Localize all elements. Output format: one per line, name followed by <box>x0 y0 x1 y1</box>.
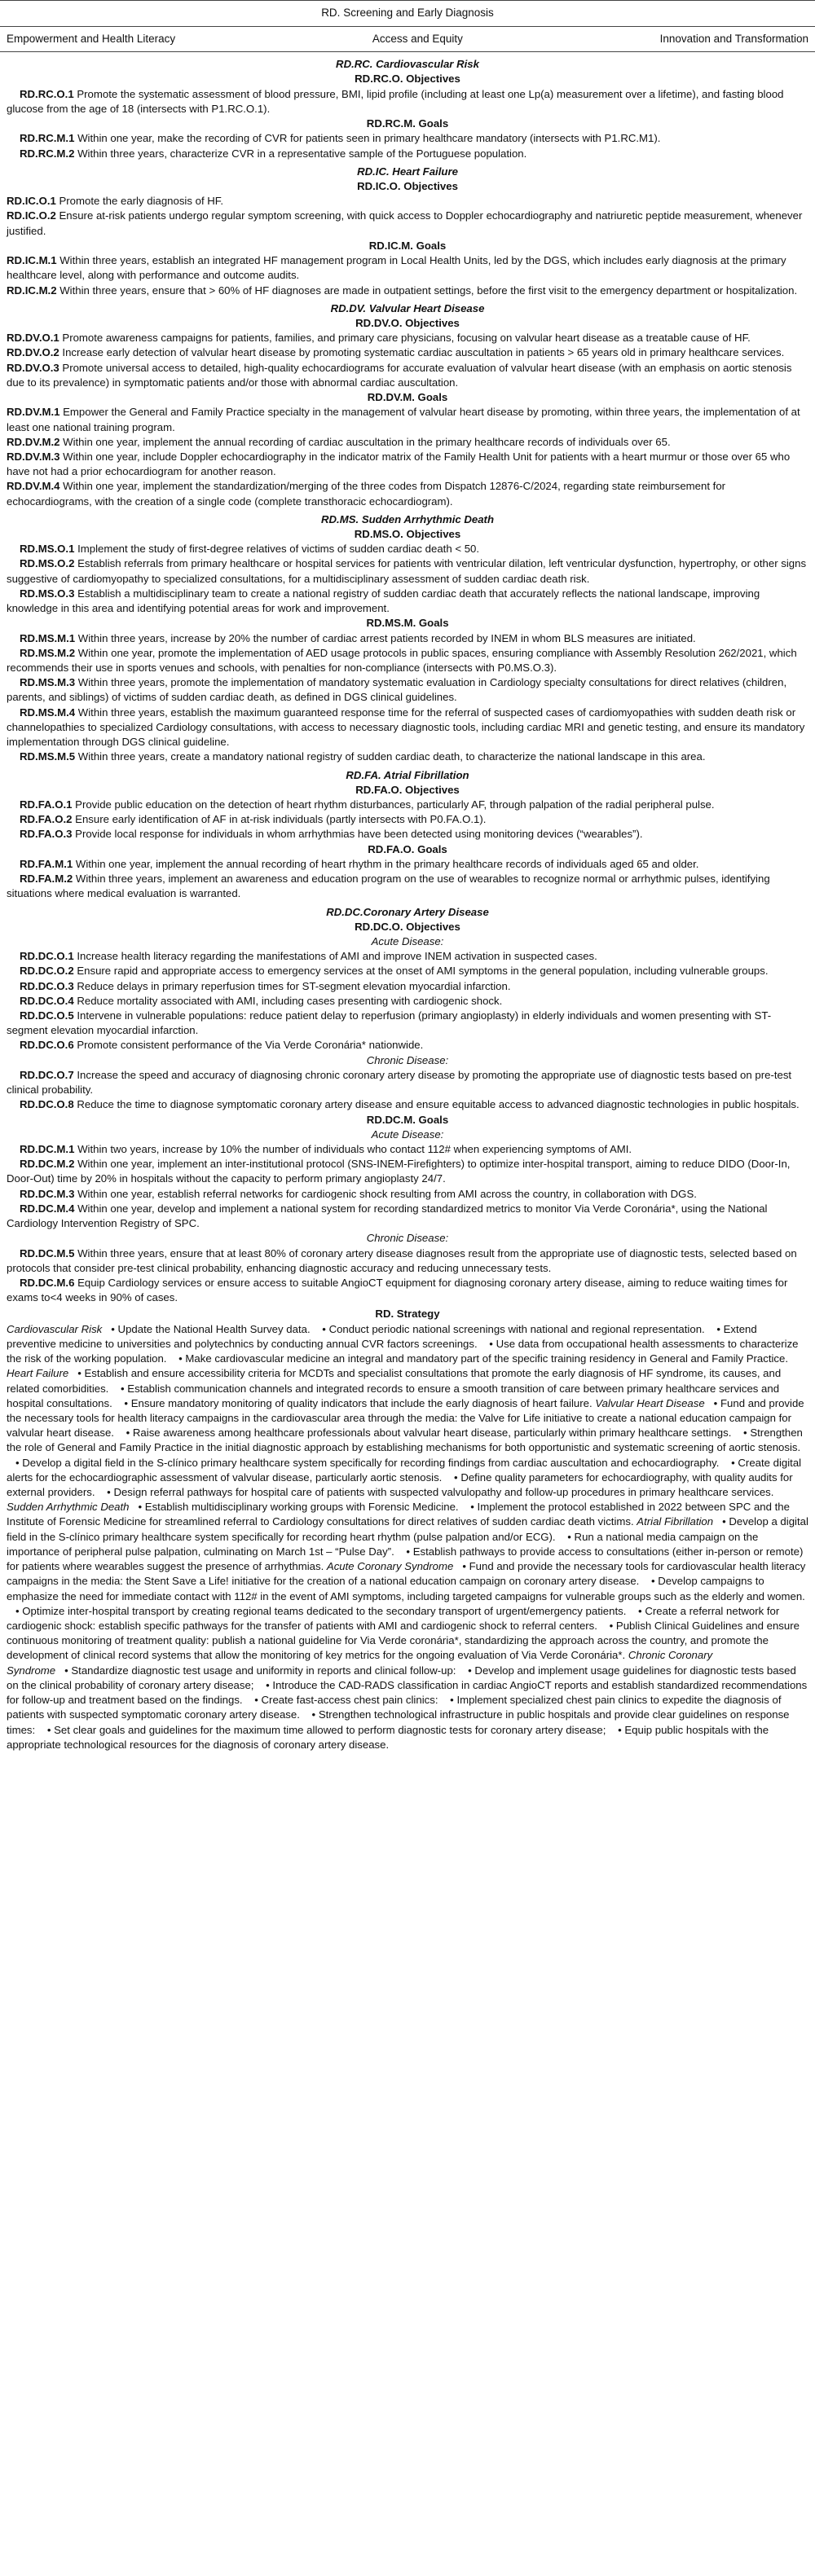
list-item <box>7 1068 808 1097</box>
section-heading: RD.DV. Valvular Heart Disease <box>330 301 485 314</box>
pillar-label: Access and Equity <box>372 32 463 45</box>
item-code: RD.DV.O.3 <box>7 361 59 374</box>
item-code: RD.RC.O.1 <box>20 87 74 100</box>
item-code: RD.DC.O.1 <box>20 950 74 963</box>
strategy-bullet: • Equip public hospitals with the appropriate technological resources for the diagnosis of coronary artery disease. <box>7 1724 769 1751</box>
strategy-bullet: • Conduct periodic national screenings with national and regional representation. <box>313 1323 704 1335</box>
item-code: RD.MS.M.2 <box>20 646 76 659</box>
item-text: Increase early detection of valvular heart disease by promoting systematic cardiac auscultation in patients > 65 years old in primary healthcare services. <box>59 346 785 359</box>
strategy-bullet: • Strengthen technological infrastructure in public hospitals and provide clear guidelines on response times: <box>7 1708 790 1735</box>
item-code: RD.DC.O.3 <box>20 979 74 992</box>
list-item <box>7 450 808 479</box>
section-heading: RD.RC. Cardiovascular Risk <box>336 58 479 71</box>
strategy-bullet: • Define quality parameters for echocardiography, with quality audits for external providers. <box>7 1471 793 1498</box>
item-text: Within three years, implement an awareness and education program on the use of wearables to recognize normal or arrhythmic pulses, identifying situations where medical evaluation is warranted. <box>7 873 770 900</box>
item-text: Establish a multidisciplinary team to create a national registry of sudden cardiac death that accurately reflects the national landscape, improving knowledge in this area and identifying potential areas for work and improvement. <box>7 587 760 615</box>
item-text: Intervene in vulnerable populations: reduce patient delay to reperfusion (primary angioplasty) in elderly individuals and women presenting with ST-segment elevation myocardial infarction. <box>7 1009 772 1037</box>
item-text: Within one year, implement the annual recording of heart rhythm in the primary healthcare records of individuals aged 65 and older. <box>73 857 699 870</box>
category-label: Acute Disease: <box>371 1128 444 1141</box>
item-code: RD.MS.M.3 <box>20 676 76 689</box>
item-code: RD.DC.O.5 <box>20 1009 74 1022</box>
list-item <box>7 979 808 994</box>
strategy-heading: RD. Strategy <box>375 1308 440 1321</box>
item-code: RD.DC.O.7 <box>20 1068 74 1081</box>
strategy-bullet: • Update the National Health Survey data. <box>102 1323 310 1335</box>
list-item <box>7 435 808 450</box>
item-text: Within three years, promote the implementation of mandatory systematic evaluation in Cardiology specialty consultations for direct relatives (children, parents, and siblings) of victims of sudden cardiac death, as defined in DGS clinical guidelines. <box>7 676 787 704</box>
list-item <box>7 345 808 360</box>
list-item <box>7 194 808 209</box>
strategy-bullet: • Implement the protocol established in 2022 between SPC and the Institute of Forensic Medicine for streamlined referral to Cardiology consultations for direct relatives of sudden cardiac death victims. <box>7 1501 790 1528</box>
page-title: RD. Screening and Early Diagnosis <box>0 0 815 27</box>
strategy-category: Chronic Coronary Syndrome <box>7 1649 713 1677</box>
item-text: Within three years, ensure that at least 80% of coronary artery disease diagnoses result from the appropriate use of diagnostic tests, selected based on protocols that consider pre-test clinical probability, enhancing diagnostic accuracy and reducing unnecessary tests. <box>7 1246 797 1274</box>
item-text: Equip Cardiology services or ensure access to suitable AngioCT equipment for diagnosing coronary artery disease, aiming to reduce waiting times for exams to<4 weeks in 90% of cases. <box>7 1276 788 1304</box>
list-item <box>7 147 808 161</box>
list-item <box>7 949 808 964</box>
item-text: Promote consistent performance of the Via Verde Coronária* nationwide. <box>73 1039 424 1052</box>
item-text: Within three years, characterize CVR in a representative sample of the Portuguese population. <box>74 147 527 160</box>
item-text: Within one year, make the recording of CVR for patients seen in primary healthcare mandatory (intersects with P1.RC.M1). <box>74 132 661 145</box>
strategy-category: Heart Failure <box>7 1367 69 1380</box>
list-item <box>7 284 808 298</box>
strategy-bullet: • Develop a digital field in the S-clínico primary healthcare system specifically for recording findings from cardiac auscultation and echocardiography. <box>7 1457 719 1469</box>
category-label: Chronic Disease: <box>366 1232 449 1245</box>
strategy-bullet: • Standardize diagnostic test usage and uniformity in reports and clinical follow-up: <box>55 1664 456 1677</box>
strategy-bullet: • Raise awareness among healthcare professionals about valvular heart disease, particularly within primary healthcare settings. <box>117 1426 732 1439</box>
item-text: Within three years, ensure that > 60% of HF diagnoses are made in outpatient settings, before the first visit to the emergency department or hospitalization. <box>56 284 798 297</box>
item-code: RD.FA.M.1 <box>20 857 73 870</box>
item-code: RD.IC.O.1 <box>7 195 56 208</box>
list-item <box>7 857 808 872</box>
document-body <box>0 52 815 1752</box>
strategy-bullet: • Develop a digital field in the S-clínico primary healthcare system specifically for recording heart rhythm (pulse palpation and/or ECG). <box>7 1515 808 1542</box>
list-item <box>7 1157 808 1186</box>
subsection-heading: RD.MS.O. Objectives <box>354 528 461 541</box>
item-code: RD.DC.O.4 <box>20 994 74 1007</box>
subsection-heading: RD.DC.O. Objectives <box>355 920 460 933</box>
list-item <box>7 994 808 1009</box>
item-code: RD.MS.M.4 <box>20 706 76 719</box>
item-code: RD.IC.M.2 <box>7 284 57 297</box>
item-code: RD.FA.O.1 <box>20 798 73 811</box>
strategy-bullet: • Establish communication channels and integrated records to ensure a smooth transition of care between primary healthcare services and hospital consultations. <box>7 1383 779 1409</box>
item-text: Promote universal access to detailed, high-quality echocardiograms for accurate evaluation of valvular heart disease (with an emphasis on aortic stenosis due to its prevalence) in symptomatic patients and/or those with abnormal cardiac auscultation. <box>7 361 792 389</box>
strategy-bullet: • Develop and implement usage guidelines for diagnostic tests based on the clinical probability of coronary artery disease; <box>7 1664 796 1691</box>
list-item <box>7 827 808 842</box>
item-text: Promote the early diagnosis of HF. <box>55 195 224 208</box>
item-text: Ensure at-risk patients undergo regular symptom screening, with quick access to Doppler echocardiography and natriuretic peptide measurement, whenever justified. <box>7 209 803 237</box>
item-code: RD.DV.M.4 <box>7 480 60 493</box>
item-code: RD.IC.M.1 <box>7 254 57 267</box>
item-text: Ensure rapid and appropriate access to emergency services at the onset of AMI symptoms in the general population, including vulnerable groups. <box>73 965 769 978</box>
item-code: RD.DC.M.4 <box>20 1202 75 1215</box>
item-code: RD.FA.M.2 <box>20 873 73 886</box>
section-heading: RD.IC. Heart Failure <box>357 165 458 178</box>
list-item <box>7 542 808 556</box>
list-item <box>7 1009 808 1038</box>
pillar-label: Innovation and Transformation <box>659 32 808 45</box>
item-code: RD.MS.O.2 <box>20 557 75 570</box>
item-text: Within one year, establish referral networks for cardiogenic shock resulting from AMI across the country, in collaboration with DGS. <box>74 1187 697 1200</box>
item-code: RD.DV.M.2 <box>7 435 60 448</box>
list-item <box>7 131 808 146</box>
list-item <box>7 1202 808 1231</box>
strategy-bullet: • Fund and provide the necessary tools for health literacy campaigns in the cardiovascular area through the media: the Valve for Life initiative to create a national education campaign for valvular heart disease. <box>7 1397 804 1439</box>
strategy-bullet: • Extend preventive medicine to universities and polytechnics by conducting annual CVR factors screenings. <box>7 1323 757 1350</box>
subsection-heading: RD.RC.O. Objectives <box>355 73 460 86</box>
list-item <box>7 1246 808 1276</box>
item-code: RD.DV.O.2 <box>7 346 59 359</box>
strategy-bullet: • Introduce the CAD-RADS classification in cardiac AngioCT reports and establish standardized recommendations for follow-up and treatment based on the findings. <box>7 1679 807 1706</box>
item-text: Within two years, increase by 10% the number of individuals who contact 112# when experiencing symptoms of AMI. <box>74 1143 632 1155</box>
item-text: Within one year, develop and implement a national system for recording standardized metrics to monitor Via Verde Coronária*, using the National Cardiology Intervention Registry of SPC. <box>7 1202 768 1230</box>
item-code: RD.FA.O.3 <box>20 828 73 841</box>
subsection-heading: RD.DC.M. Goals <box>366 1113 449 1126</box>
list-item <box>7 405 808 434</box>
strategy-bullet: • Develop campaigns to emphasize the need for immediate contact with 112# in the event of AMI symptoms, including targeted campaigns for vulnerable groups such as the elderly and women. <box>7 1575 805 1602</box>
item-code: RD.DC.O.6 <box>20 1039 74 1052</box>
strategy-bullet: • Use data from occupational health assessments to characterize the risk of the working population. <box>7 1338 799 1365</box>
strategy-bullet: • Optimize inter-hospital transport by creating regional teams dedicated to the secondary transport of urgent/emergency patients. <box>7 1605 626 1617</box>
pillar-label: Empowerment and Health Literacy <box>7 32 176 45</box>
item-text: Increase the speed and accuracy of diagnosing chronic coronary artery disease by promoting the appropriate use of diagnostic tests based on pre-test clinical probability. <box>7 1068 792 1097</box>
strategy-bullet: • Establish and ensure accessibility criteria for MCDTs and specialist consultations that promote the early diagnosis of HF syndrome, its causes, and related comorbidities. <box>7 1367 781 1394</box>
item-text: Reduce delays in primary reperfusion times for ST-segment elevation myocardial infarction. <box>73 979 511 992</box>
item-code: RD.RC.M.1 <box>20 132 75 145</box>
item-text: Within one year, include Doppler echocardiography in the indicator matrix of the Family Health Unit for patients with a heart murmur or those over 65 who have not had a prior echocardiogram for another reason. <box>7 450 791 478</box>
item-code: RD.MS.O.3 <box>20 587 75 600</box>
strategy-paragraph <box>7 1322 808 1752</box>
list-item <box>7 1187 808 1202</box>
item-code: RD.DC.M.5 <box>20 1246 75 1259</box>
strategy-category: Sudden Arrhythmic Death <box>7 1501 130 1514</box>
item-code: RD.RC.M.2 <box>20 147 75 160</box>
item-text: Reduce the time to diagnose symptomatic coronary artery disease and ensure equitable access to advanced diagnostic technologies in public hospitals. <box>73 1098 800 1111</box>
item-text: Implement the study of first-degree relatives of victims of sudden cardiac death < 50. <box>74 543 480 556</box>
subsection-heading: RD.IC.O. Objectives <box>357 180 458 192</box>
strategy-bullet: • Run a national media campaign on the importance of peripheral pulse palpation, culminating on March 1st – “Pulse Day”. <box>7 1531 758 1558</box>
list-item <box>7 209 808 238</box>
subsection-heading: RD.MS.M. Goals <box>366 617 449 630</box>
item-text: Reduce mortality associated with AMI, including cases presenting with cardiogenic shock. <box>73 994 503 1007</box>
category-label: Chronic Disease: <box>366 1053 449 1066</box>
item-code: RD.DV.M.3 <box>7 450 60 463</box>
subsection-heading: RD.DV.O. Objectives <box>355 316 460 329</box>
pillars-row <box>0 27 815 53</box>
item-code: RD.DC.O.8 <box>20 1098 74 1111</box>
item-text: Within one year, promote the implementation of AED usage protocols in public spaces, ensuring compliance with Assembly Resolution 262/2021, which recommends their use in sports venues and schools, with penalties for non-compliance (intersects with P0.MS.O.3). <box>7 646 797 674</box>
list-item <box>7 872 808 901</box>
strategy-category: Atrial Fibrillation <box>637 1515 714 1528</box>
item-text: Empower the General and Family Practice specialty in the management of valvular heart disease by promoting, within three years, the implementation of at least one national training program. <box>7 406 800 433</box>
item-code: RD.IC.O.2 <box>7 209 56 222</box>
item-code: RD.DV.O.1 <box>7 332 59 345</box>
item-text: Provide local response for individuals in whom arrhythmias have been detected using monitoring devices (“wearables”). <box>72 828 643 841</box>
section-heading: RD.FA. Atrial Fibrillation <box>346 768 469 781</box>
item-text: Within three years, establish an integrated HF management program in Local Health Units, led by the DGS, which includes early diagnosis at the primary healthcare level, along with performance and outcome audits. <box>7 254 786 282</box>
list-item <box>7 1097 808 1112</box>
list-item <box>7 587 808 616</box>
item-text: Promote awareness campaigns for patients, families, and primary care physicians, focusing on valvular heart disease as a treatable cause of HF. <box>59 332 751 345</box>
item-text: Increase health literacy regarding the manifestations of AMI and improve INEM activation in suspected cases. <box>73 950 597 963</box>
strategy-bullet: • Ensure mandatory monitoring of quality indicators that include the early diagnosis of heart failure. <box>115 1397 592 1409</box>
section-heading: RD.MS. Sudden Arrhythmic Death <box>321 512 494 525</box>
item-text: Within one year, implement the annual recording of cardiac auscultation in the primary healthcare records of individuals over 65. <box>59 435 671 448</box>
strategy-bullet: • Create fast-access chest pain clinics: <box>245 1694 438 1706</box>
list-item <box>7 253 808 283</box>
list-item <box>7 361 808 390</box>
strategy-bullet: • Establish pathways to provide access to consultations (either in-person or remote) for patients where wearables suggest the presence of arrhythmias. <box>7 1545 803 1572</box>
item-text: Within three years, create a mandatory national registry of sudden cardiac death, to characterize the national landscape in this area. <box>75 750 706 763</box>
list-item <box>7 1142 808 1157</box>
subsection-heading: RD.FA.O. Goals <box>368 842 447 855</box>
item-text: Promote the systematic assessment of blood pressure, BMI, lipid profile (including at least one Lp(a) measurement over a lifetime), and fasting blood glucose from the age of 18 (intersects with P1.RC.O.1). <box>7 87 784 115</box>
item-text: Ensure early identification of AF in at-risk individuals (partly intersects with P0.FA.O.1). <box>72 813 487 826</box>
item-text: Within one year, implement an inter-institutional protocol (SNS-INEM-Firefighters) to optimize inter-hospital transport, aiming to reduce DIDO (Door-In, Door-Out) time by 20% in hospitals without the capacity to perform primary angioplasty 24/7. <box>7 1158 791 1185</box>
strategy-bullet: • Strengthen the role of General and Family Practice in the initial diagnostic approach by establishing mechanisms for both opportunistic and systematic screening of aortic stenosis. <box>7 1426 803 1453</box>
section-heading: RD.DC.Coronary Artery Disease <box>326 905 489 918</box>
list-item <box>7 750 808 764</box>
list-item <box>7 556 808 586</box>
item-text: Within three years, establish the maximum guaranteed response time for the referral of suspected cases of cardiomyopathies with sudden death risk or channelopathies to specialized Cardiology consultations, with access to necessary diagnostic tools, including cardiac MRI and genetic testing, and ensure its mandatory implementation through DGS clinical guideline. <box>7 706 805 749</box>
category-label: Acute Disease: <box>371 934 444 947</box>
list-item <box>7 706 808 750</box>
strategy-bullet: • Publish Clinical Guidelines and ensure continuous monitoring of treatment quality: publish a national guideline for Via Verde coronária*, standardizing the approach across the country, and promote the development of clinical record systems that allow the monitoring of key metrics for the ongoing evaluation of Via Verde Coronária*. <box>7 1620 800 1661</box>
list-item <box>7 331 808 345</box>
subsection-heading: RD.DV.M. Goals <box>367 391 448 404</box>
item-code: RD.DC.M.2 <box>20 1158 75 1171</box>
item-code: RD.DV.M.1 <box>7 406 60 419</box>
strategy-bullet: • Implement specialized chest pain clinics to expedite the diagnosis of patients with suspected symptomatic coronary artery disease. <box>7 1694 781 1721</box>
strategy-category: Cardiovascular Risk <box>7 1322 103 1335</box>
list-item <box>7 87 808 116</box>
strategy-bullet: • Fund and provide the necessary tools for cardiovascular health literacy campaigns in the media: the Stent Save a Life! initiative for the creation of a national education campaign on coronary artery disease. <box>7 1560 805 1587</box>
item-text: Within three years, increase by 20% the number of cardiac arrest patients recorded by INEM in whom BLS measures are initiated. <box>75 631 696 644</box>
item-code: RD.DC.O.2 <box>20 965 74 978</box>
subsection-heading: RD.FA.O. Objectives <box>355 783 460 796</box>
list-item <box>7 798 808 812</box>
strategy-bullet: • Design referral pathways for hospital care of patients with suspected valvulopathy and follow-up procedures in primary healthcare services. <box>98 1486 773 1498</box>
list-item <box>7 646 808 675</box>
subsection-heading: RD.IC.M. Goals <box>368 239 447 252</box>
item-code: RD.MS.M.1 <box>20 631 76 644</box>
item-code: RD.DC.M.6 <box>20 1276 75 1289</box>
list-item <box>7 1038 808 1053</box>
subsection-heading: RD.RC.M. Goals <box>366 117 449 130</box>
item-text: Establish referrals from primary healthcare or hospital services for patients with ventricular dilation, left ventricular dysfunction, hypertrophy, or other signs suggestive of cardiomyopathy to specialized consultations, for a multidisciplinary assessment of sudden cardiac death risk. <box>7 557 807 585</box>
item-code: RD.MS.O.1 <box>20 543 75 556</box>
list-item <box>7 479 808 508</box>
item-text: Provide public education on the detection of heart rhythm disturbances, particularly AF, through palpation of the radial peripheral pulse. <box>72 798 715 811</box>
list-item <box>7 675 808 705</box>
list-item <box>7 1276 808 1305</box>
item-code: RD.FA.O.2 <box>20 813 73 826</box>
item-code: RD.DC.M.1 <box>20 1143 75 1155</box>
item-code: RD.MS.M.5 <box>20 750 76 763</box>
strategy-bullet: • Set clear goals and guidelines for the maximum time allowed to perform diagnostic tests for coronary artery disease; <box>38 1724 606 1736</box>
list-item <box>7 812 808 827</box>
item-text: Within one year, implement the standardization/merging of the three codes from Dispatch 12876-C/2024, regarding state reimbursement for echocardiograms, with the creation of a single code (complete transthoracic echocardiogram). <box>7 480 726 508</box>
strategy-bullet: • Make cardiovascular medicine an integral and mandatory part of the specific training residency in General and Family Practice. <box>170 1352 788 1365</box>
list-item <box>7 631 808 646</box>
list-item <box>7 964 808 978</box>
strategy-bullet: • Establish multidisciplinary working groups with Forensic Medicine. <box>130 1501 459 1513</box>
strategy-category: Acute Coronary Syndrome <box>326 1560 454 1573</box>
strategy-bullet: • Create a referral network for cardiogenic shock: establish specific pathways for the transfer of patients with AMI and cardiogenic shock to referral centers. <box>7 1605 779 1632</box>
item-code: RD.DC.M.3 <box>20 1187 75 1200</box>
strategy-category: Valvular Heart Disease <box>595 1396 705 1409</box>
strategy-bullet: • Create digital alerts for the echocardiographic assessment of valvular disease, particularly aortic stenosis. <box>7 1457 801 1484</box>
